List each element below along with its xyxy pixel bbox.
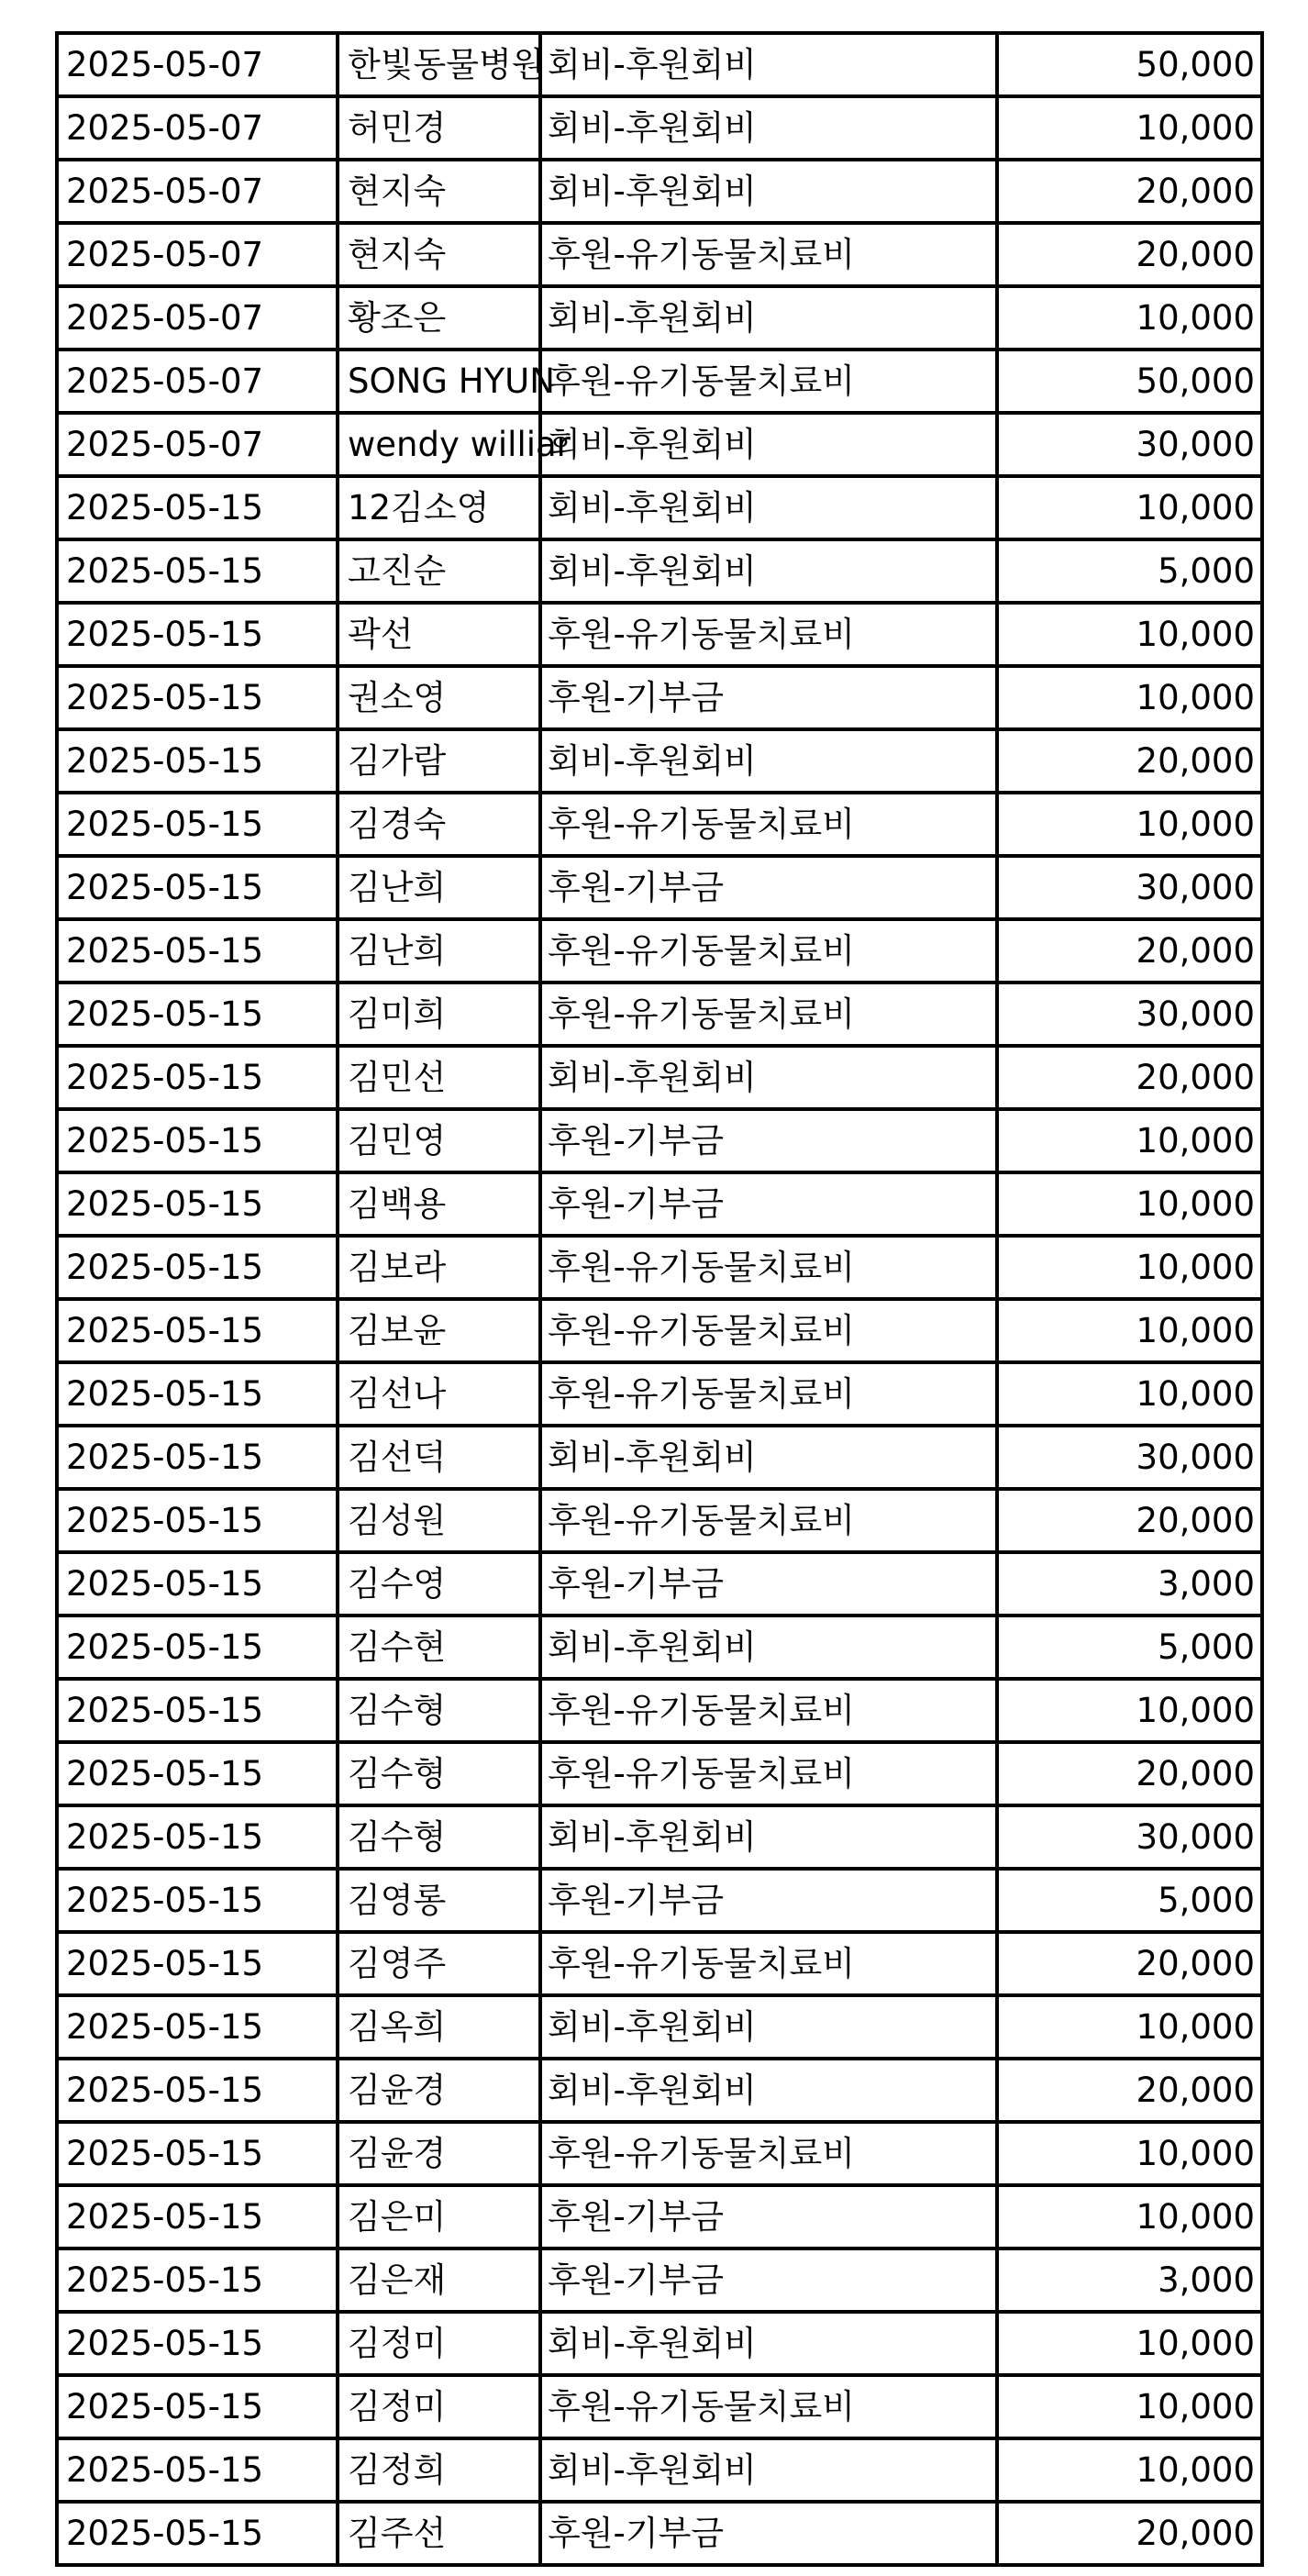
donor-name-cell: 김가람 xyxy=(338,729,540,793)
category-cell: 회비-후원회비 xyxy=(540,1616,997,1679)
amount-cell: 10,000 xyxy=(997,2312,1262,2375)
category-cell: 후원-유기동물치료비 xyxy=(540,2122,997,2185)
table-row xyxy=(57,2438,1262,2502)
category-cell: 후원-기부금 xyxy=(540,856,997,919)
amount-cell: 20,000 xyxy=(997,729,1262,793)
table-row xyxy=(57,2122,1262,2185)
category-cell: 회비-후원회비 xyxy=(540,160,997,223)
donor-name-cell: SONG HYUN xyxy=(338,350,540,413)
category-cell: 후원-기부금 xyxy=(540,1552,997,1616)
category-cell: 후원-유기동물치료비 xyxy=(540,223,997,286)
table-row xyxy=(57,856,1262,919)
table-row xyxy=(57,919,1262,983)
donor-name-cell: 김정미 xyxy=(338,2375,540,2438)
table-row xyxy=(57,1805,1262,1869)
table-row xyxy=(57,539,1262,603)
donor-name-cell: 김민영 xyxy=(338,1109,540,1172)
amount-cell: 10,000 xyxy=(997,2438,1262,2502)
category-cell: 후원-유기동물치료비 xyxy=(540,603,997,666)
donor-name-cell: 김영주 xyxy=(338,1932,540,1995)
donor-name-cell: 김미희 xyxy=(338,983,540,1046)
category-cell: 후원-유기동물치료비 xyxy=(540,1489,997,1552)
donation-ledger-table xyxy=(55,31,1264,2567)
table-row xyxy=(57,1109,1262,1172)
date-cell: 2025-05-07 xyxy=(57,413,338,476)
category-cell: 회비-후원회비 xyxy=(540,2059,997,2122)
table-row xyxy=(57,413,1262,476)
amount-cell: 10,000 xyxy=(997,2185,1262,2248)
date-cell: 2025-05-15 xyxy=(57,603,338,666)
amount-cell: 30,000 xyxy=(997,413,1262,476)
amount-cell: 10,000 xyxy=(997,2122,1262,2185)
date-cell: 2025-05-07 xyxy=(57,286,338,350)
amount-cell: 10,000 xyxy=(997,1172,1262,1236)
date-cell: 2025-05-15 xyxy=(57,1362,338,1426)
category-cell: 후원-유기동물치료비 xyxy=(540,1236,997,1299)
category-cell: 후원-유기동물치료비 xyxy=(540,919,997,983)
category-cell: 회비-후원회비 xyxy=(540,96,997,160)
donor-name-cell: 김주선 xyxy=(338,2502,540,2565)
date-cell: 2025-05-15 xyxy=(57,856,338,919)
table-row xyxy=(57,1679,1262,1742)
amount-cell: 10,000 xyxy=(997,793,1262,856)
category-cell: 회비-후원회비 xyxy=(540,33,997,96)
category-cell: 회비-후원회비 xyxy=(540,2312,997,2375)
date-cell: 2025-05-15 xyxy=(57,793,338,856)
amount-cell: 30,000 xyxy=(997,1426,1262,1489)
amount-cell: 10,000 xyxy=(997,286,1262,350)
table-row xyxy=(57,2375,1262,2438)
category-cell: 후원-기부금 xyxy=(540,2248,997,2312)
table-row xyxy=(57,96,1262,160)
table-row xyxy=(57,666,1262,729)
table-row xyxy=(57,1362,1262,1426)
table-row xyxy=(57,1172,1262,1236)
amount-cell: 10,000 xyxy=(997,96,1262,160)
date-cell: 2025-05-15 xyxy=(57,1932,338,1995)
donor-name-cell: 김은재 xyxy=(338,2248,540,2312)
date-cell: 2025-05-15 xyxy=(57,983,338,1046)
donor-name-cell: 김정희 xyxy=(338,2438,540,2502)
date-cell: 2025-05-15 xyxy=(57,1869,338,1932)
donor-name-cell: wendy williar xyxy=(338,413,540,476)
date-cell: 2025-05-15 xyxy=(57,1236,338,1299)
amount-cell: 3,000 xyxy=(997,1552,1262,1616)
amount-cell: 10,000 xyxy=(997,1236,1262,1299)
amount-cell: 10,000 xyxy=(997,1109,1262,1172)
date-cell: 2025-05-15 xyxy=(57,539,338,603)
category-cell: 회비-후원회비 xyxy=(540,1995,997,2059)
date-cell: 2025-05-07 xyxy=(57,223,338,286)
table-row xyxy=(57,1932,1262,1995)
amount-cell: 10,000 xyxy=(997,666,1262,729)
date-cell: 2025-05-15 xyxy=(57,1995,338,2059)
amount-cell: 30,000 xyxy=(997,856,1262,919)
date-cell: 2025-05-15 xyxy=(57,476,338,539)
table-row xyxy=(57,160,1262,223)
category-cell: 후원-기부금 xyxy=(540,1869,997,1932)
date-cell: 2025-05-15 xyxy=(57,1805,338,1869)
amount-cell: 20,000 xyxy=(997,1489,1262,1552)
donor-name-cell: 김은미 xyxy=(338,2185,540,2248)
date-cell: 2025-05-15 xyxy=(57,2502,338,2565)
amount-cell: 50,000 xyxy=(997,33,1262,96)
date-cell: 2025-05-15 xyxy=(57,919,338,983)
amount-cell: 5,000 xyxy=(997,539,1262,603)
donor-name-cell: 김수형 xyxy=(338,1679,540,1742)
amount-cell: 30,000 xyxy=(997,983,1262,1046)
donor-name-cell: 김수형 xyxy=(338,1742,540,1805)
donor-name-cell: 김백용 xyxy=(338,1172,540,1236)
table-row xyxy=(57,1616,1262,1679)
category-cell: 회비-후원회비 xyxy=(540,413,997,476)
donor-name-cell: 현지숙 xyxy=(338,160,540,223)
category-cell: 후원-유기동물치료비 xyxy=(540,793,997,856)
amount-cell: 30,000 xyxy=(997,1805,1262,1869)
donor-name-cell: 김민선 xyxy=(338,1046,540,1109)
date-cell: 2025-05-15 xyxy=(57,1679,338,1742)
category-cell: 회비-후원회비 xyxy=(540,1426,997,1489)
table-row xyxy=(57,2185,1262,2248)
date-cell: 2025-05-07 xyxy=(57,33,338,96)
table-row xyxy=(57,2312,1262,2375)
date-cell: 2025-05-15 xyxy=(57,1742,338,1805)
date-cell: 2025-05-15 xyxy=(57,1489,338,1552)
category-cell: 후원-유기동물치료비 xyxy=(540,1742,997,1805)
date-cell: 2025-05-07 xyxy=(57,96,338,160)
date-cell: 2025-05-15 xyxy=(57,1299,338,1362)
amount-cell: 10,000 xyxy=(997,476,1262,539)
donor-name-cell: 현지숙 xyxy=(338,223,540,286)
amount-cell: 20,000 xyxy=(997,223,1262,286)
donor-name-cell: 김선덕 xyxy=(338,1426,540,1489)
amount-cell: 20,000 xyxy=(997,1046,1262,1109)
table-row xyxy=(57,1299,1262,1362)
table-row xyxy=(57,1995,1262,2059)
table-row xyxy=(57,2502,1262,2565)
amount-cell: 20,000 xyxy=(997,2059,1262,2122)
category-cell: 후원-유기동물치료비 xyxy=(540,2375,997,2438)
amount-cell: 10,000 xyxy=(997,2375,1262,2438)
ledger-body xyxy=(57,33,1262,2565)
category-cell: 후원-기부금 xyxy=(540,2185,997,2248)
donor-name-cell: 곽선 xyxy=(338,603,540,666)
table-row xyxy=(57,2059,1262,2122)
amount-cell: 10,000 xyxy=(997,1362,1262,1426)
date-cell: 2025-05-15 xyxy=(57,2059,338,2122)
donor-name-cell: 권소영 xyxy=(338,666,540,729)
category-cell: 후원-기부금 xyxy=(540,666,997,729)
amount-cell: 5,000 xyxy=(997,1616,1262,1679)
table-row xyxy=(57,1046,1262,1109)
donor-name-cell: 김옥희 xyxy=(338,1995,540,2059)
amount-cell: 10,000 xyxy=(997,603,1262,666)
date-cell: 2025-05-15 xyxy=(57,1172,338,1236)
donor-name-cell: 김보라 xyxy=(338,1236,540,1299)
category-cell: 후원-유기동물치료비 xyxy=(540,1299,997,1362)
category-cell: 후원-유기동물치료비 xyxy=(540,1362,997,1426)
donor-name-cell: 김경숙 xyxy=(338,793,540,856)
table-row xyxy=(57,729,1262,793)
table-row xyxy=(57,33,1262,96)
date-cell: 2025-05-15 xyxy=(57,1426,338,1489)
date-cell: 2025-05-15 xyxy=(57,2312,338,2375)
category-cell: 후원-기부금 xyxy=(540,1172,997,1236)
donor-name-cell: 김난희 xyxy=(338,856,540,919)
table-row xyxy=(57,286,1262,350)
date-cell: 2025-05-15 xyxy=(57,1046,338,1109)
date-cell: 2025-05-07 xyxy=(57,350,338,413)
donor-name-cell: 김난희 xyxy=(338,919,540,983)
date-cell: 2025-05-15 xyxy=(57,2248,338,2312)
category-cell: 회비-후원회비 xyxy=(540,476,997,539)
donor-name-cell: 한빛동물병원 xyxy=(338,33,540,96)
date-cell: 2025-05-15 xyxy=(57,1616,338,1679)
date-cell: 2025-05-15 xyxy=(57,729,338,793)
amount-cell: 20,000 xyxy=(997,1932,1262,1995)
donor-name-cell: 김수형 xyxy=(338,1805,540,1869)
donor-name-cell: 김보윤 xyxy=(338,1299,540,1362)
category-cell: 후원-유기동물치료비 xyxy=(540,1679,997,1742)
amount-cell: 10,000 xyxy=(997,1299,1262,1362)
donor-name-cell: 김영롱 xyxy=(338,1869,540,1932)
category-cell: 회비-후원회비 xyxy=(540,1805,997,1869)
table-row xyxy=(57,2248,1262,2312)
date-cell: 2025-05-15 xyxy=(57,2438,338,2502)
donor-name-cell: 허민경 xyxy=(338,96,540,160)
table-row xyxy=(57,1489,1262,1552)
donor-name-cell: 김선나 xyxy=(338,1362,540,1426)
amount-cell: 20,000 xyxy=(997,2502,1262,2565)
category-cell: 회비-후원회비 xyxy=(540,2438,997,2502)
table-row xyxy=(57,603,1262,666)
donor-name-cell: 김수현 xyxy=(338,1616,540,1679)
date-cell: 2025-05-15 xyxy=(57,1109,338,1172)
table-row xyxy=(57,983,1262,1046)
date-cell: 2025-05-15 xyxy=(57,2375,338,2438)
table-row xyxy=(57,1742,1262,1805)
date-cell: 2025-05-15 xyxy=(57,2185,338,2248)
category-cell: 회비-후원회비 xyxy=(540,729,997,793)
table-row xyxy=(57,1869,1262,1932)
category-cell: 회비-후원회비 xyxy=(540,539,997,603)
donor-name-cell: 김윤경 xyxy=(338,2059,540,2122)
amount-cell: 50,000 xyxy=(997,350,1262,413)
donor-name-cell: 12김소영 xyxy=(338,476,540,539)
donor-name-cell: 김성원 xyxy=(338,1489,540,1552)
category-cell: 후원-기부금 xyxy=(540,2502,997,2565)
donor-name-cell: 김윤경 xyxy=(338,2122,540,2185)
amount-cell: 20,000 xyxy=(997,160,1262,223)
donor-name-cell: 김수영 xyxy=(338,1552,540,1616)
amount-cell: 5,000 xyxy=(997,1869,1262,1932)
date-cell: 2025-05-15 xyxy=(57,2122,338,2185)
category-cell: 후원-기부금 xyxy=(540,1109,997,1172)
category-cell: 후원-유기동물치료비 xyxy=(540,983,997,1046)
amount-cell: 20,000 xyxy=(997,919,1262,983)
table-row xyxy=(57,1552,1262,1616)
donor-name-cell: 고진순 xyxy=(338,539,540,603)
category-cell: 회비-후원회비 xyxy=(540,286,997,350)
donor-name-cell: 황조은 xyxy=(338,286,540,350)
table-row xyxy=(57,223,1262,286)
date-cell: 2025-05-15 xyxy=(57,666,338,729)
table-row xyxy=(57,476,1262,539)
category-cell: 후원-유기동물치료비 xyxy=(540,350,997,413)
amount-cell: 10,000 xyxy=(997,1995,1262,2059)
table-row xyxy=(57,793,1262,856)
date-cell: 2025-05-15 xyxy=(57,1552,338,1616)
table-row xyxy=(57,1426,1262,1489)
table-row xyxy=(57,350,1262,413)
amount-cell: 3,000 xyxy=(997,2248,1262,2312)
donor-name-cell: 김정미 xyxy=(338,2312,540,2375)
amount-cell: 20,000 xyxy=(997,1742,1262,1805)
date-cell: 2025-05-07 xyxy=(57,160,338,223)
category-cell: 후원-유기동물치료비 xyxy=(540,1932,997,1995)
table-row xyxy=(57,1236,1262,1299)
amount-cell: 10,000 xyxy=(997,1679,1262,1742)
category-cell: 회비-후원회비 xyxy=(540,1046,997,1109)
